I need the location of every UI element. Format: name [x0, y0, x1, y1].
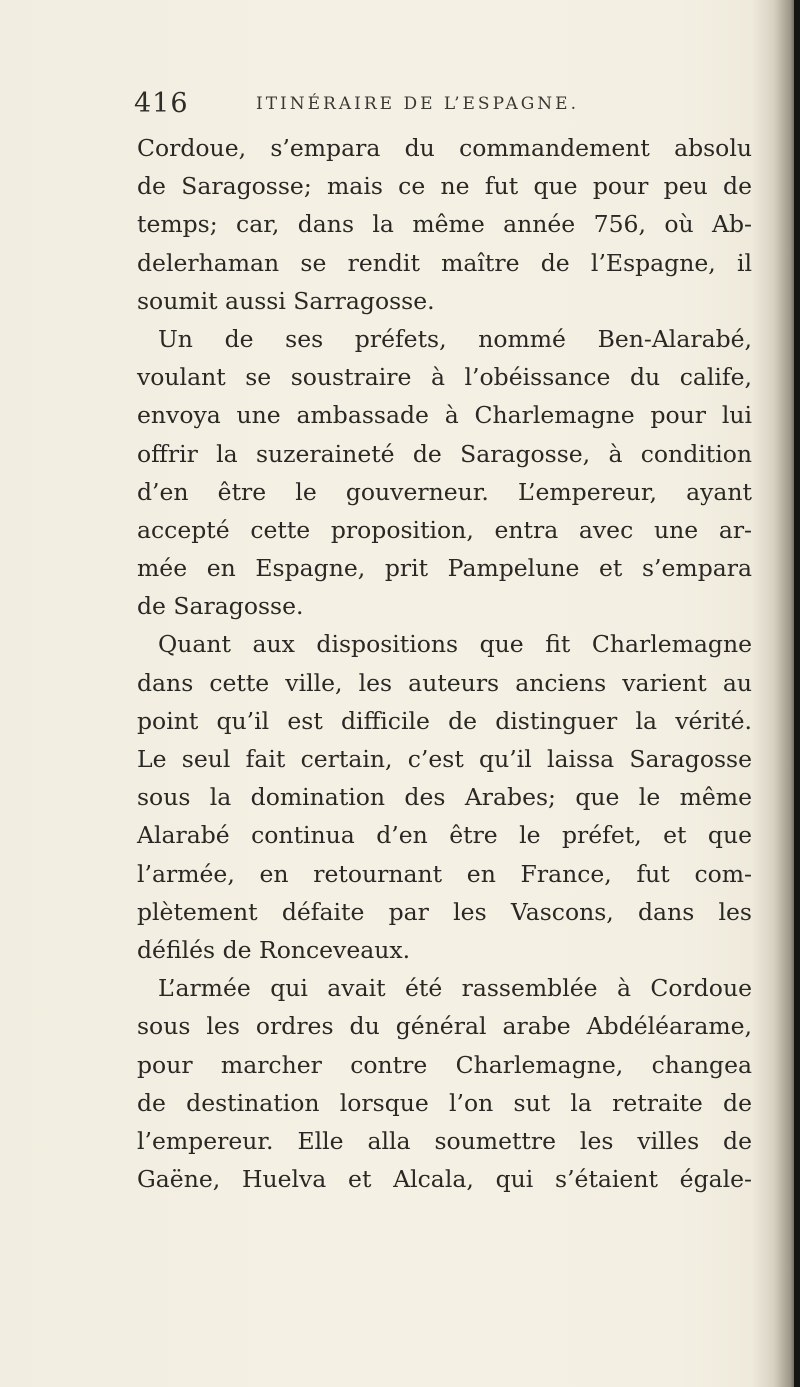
- page-gutter-shadow: [752, 0, 800, 1387]
- text-line: mée en Espagne, prit Pampelune et s’empara: [137, 554, 752, 583]
- text-line: offrir la suzeraineté de Saragosse, à condition: [137, 439, 752, 468]
- text-line: Alarabé continua d’en être le préfet, et que: [137, 821, 752, 850]
- text-line: plètement défaite par les Vascons, dans les: [137, 897, 752, 926]
- text-line: de Saragosse; mais ce ne fut que pour peu de: [137, 172, 752, 201]
- text-line: Quant aux dispositions que fit Charlemagne: [158, 630, 752, 659]
- text-line: delerhaman se rendit maître de l’Espagne, il: [137, 248, 752, 277]
- text-line: Gaëne, Huelva et Alcala, qui s’étaient égale-: [137, 1165, 752, 1194]
- text-line: L’armée qui avait été rassemblée à Cordoue: [158, 974, 752, 1003]
- text-line: dans cette ville, les auteurs anciens varient au: [137, 668, 752, 697]
- text-line: soumit aussi Sarragosse.: [137, 286, 435, 315]
- text-line: de Saragosse.: [137, 592, 304, 621]
- text-line: Le seul fait certain, c’est qu’il laissa Saragosse: [137, 745, 752, 773]
- text-line: sous la domination des Arabes; que le même: [137, 783, 752, 812]
- text-line: l’armée, en retournant en France, fut com-: [137, 859, 752, 888]
- text-line: point qu’il est difficile de distinguer la vérité.: [137, 706, 752, 735]
- text-line: pour marcher contre Charlemagne, changea: [137, 1050, 752, 1079]
- running-head: ITINÉRAIRE DE L’ESPAGNE.: [256, 94, 579, 114]
- text-line: sous les ordres du général arabe Abdéléarame,: [137, 1012, 752, 1041]
- text-line: envoya une ambassade à Charlemagne pour lui: [137, 401, 752, 430]
- text-line: d’en être le gouverneur. L’empereur, ayant: [137, 477, 752, 506]
- text-line: de destination lorsque l’on sut la retraite de: [137, 1088, 752, 1117]
- page-number: 416: [134, 88, 189, 119]
- page-edge: [794, 0, 800, 1387]
- page-header: [134, 88, 694, 128]
- text-line: l’empereur. Elle alla soumettre les villes de: [137, 1126, 752, 1155]
- text-line: Cordoue, s’empara du commandement absolu: [137, 134, 752, 162]
- text-line: accepté cette proposition, entra avec une ar-: [137, 515, 752, 544]
- text-line: Un de ses préfets, nommé Ben-Alarabé,: [158, 324, 752, 353]
- text-line: défilés de Ronceveaux.: [137, 935, 411, 964]
- text-line: temps; car, dans la même année 756, où Ab-: [137, 210, 752, 239]
- text-line: voulant se soustraire à l’obéissance du calife,: [137, 363, 752, 392]
- body-text: [137, 129, 752, 1198]
